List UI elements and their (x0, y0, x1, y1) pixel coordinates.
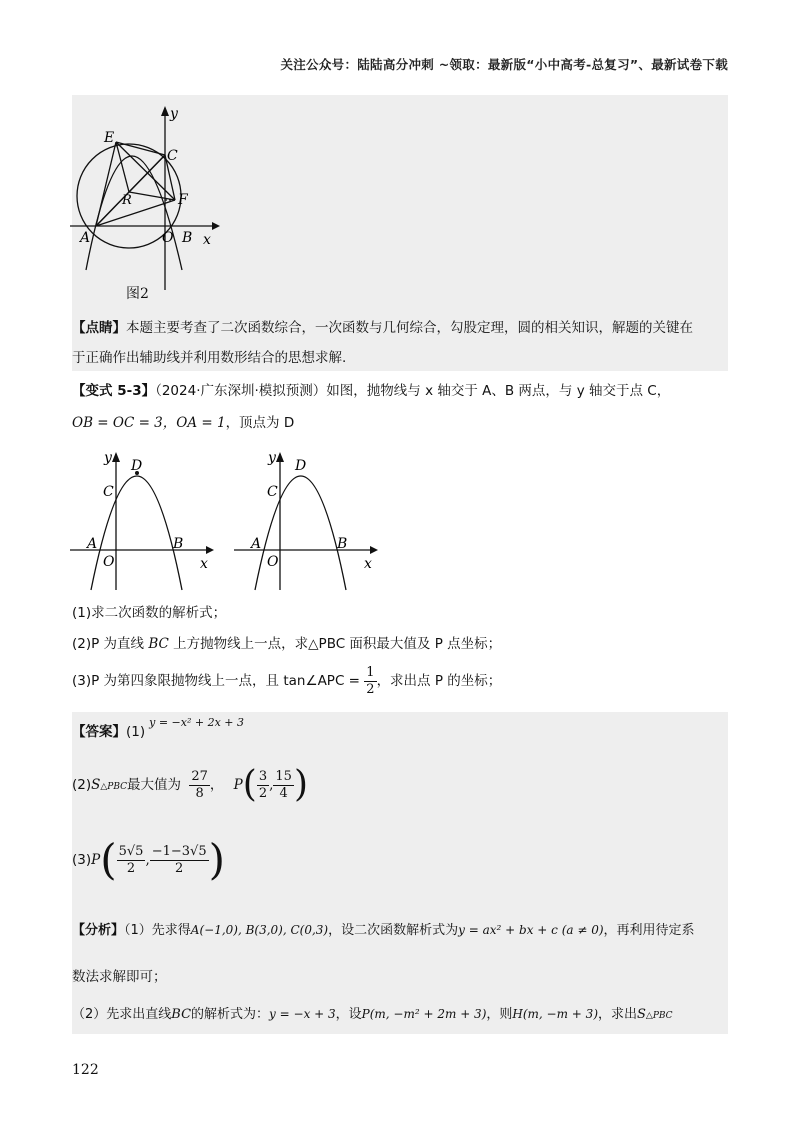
problem-condition: OB = OC = 3，OA = 1 (72, 415, 226, 431)
page-header: 关注公众号：陆陆高分冲刺 ~领取：最新版“小中高考-总复习”、最新试卷下载 (280, 57, 728, 72)
figure-2 (70, 100, 230, 300)
answer-1-prefix: (1) (126, 724, 146, 740)
q2-part-a: (2)P 为直线 (72, 636, 149, 652)
analysis-3c: 的解析式为： (191, 1007, 270, 1022)
analysis-3b: BC (171, 1007, 192, 1022)
analysis-1a: （1）先求得 (124, 923, 191, 938)
analysis-point-p: P(m, −m² + 2m + 3) (361, 1007, 487, 1021)
fig2-label-r: R (122, 193, 132, 208)
graph-right-label-o: O (267, 554, 279, 570)
dianjing-line-2: 于正确作出辅助线并利用数形结合的思想求解. (72, 350, 347, 366)
graph-left (70, 448, 220, 593)
analysis-points: A(−1,0), B(3,0), C(0,3) (190, 923, 329, 937)
analysis-3g: ，则 (486, 1007, 513, 1022)
graph-right-label-x: x (364, 556, 372, 572)
answer-2-sub: △PBC (100, 782, 128, 792)
analysis-line-1 (72, 920, 695, 941)
answer-2-max-num: 27 (191, 768, 208, 784)
problem-text-1: （2024·广东深圳·模拟预测）如图，抛物线与 x 轴交于 A、B 两点，与 y 轴交于点 C， (155, 383, 671, 399)
analysis-1c: ，设二次函数解析式为 (328, 923, 459, 938)
graph-left-label-c: C (103, 484, 114, 500)
fig2-label-b: B (182, 230, 193, 246)
answer-2-text: 最大值为 (127, 777, 182, 793)
graph-left-label-x: x (200, 556, 208, 572)
answer-1 (72, 716, 244, 743)
answer-2-py (273, 769, 294, 802)
q3-part-a: (3)P 为第四象限抛物线上一点，且 tan∠APC = (72, 673, 365, 689)
graph-left-label-a: A (87, 536, 98, 552)
answer-2-px-den: 2 (258, 785, 268, 801)
graph-left-label-d: D (131, 458, 143, 474)
graph-right-label-b: B (337, 536, 348, 552)
analysis-line-3 (72, 1004, 673, 1026)
fig2-label-o: O (162, 230, 174, 246)
graph-right-label-d: D (295, 458, 307, 474)
graph-left-label-b: B (173, 536, 184, 552)
analysis-3a: （2）先求出直线 (72, 1007, 172, 1022)
problem-line-1 (72, 381, 670, 401)
fig2-caption: 图2 (126, 286, 149, 302)
fig2-label-c: C (167, 148, 178, 164)
answer-3-p: P (91, 852, 101, 868)
answer-3-px (117, 844, 146, 877)
answer-2-px (257, 769, 269, 802)
graph-right-label-a: A (251, 536, 262, 552)
answer-2-s: S (91, 777, 101, 793)
answer-3-py (150, 844, 209, 877)
dianjing-line-1 (72, 318, 693, 338)
q3-part-b: ，求出点 P 的坐标； (376, 673, 502, 689)
answer-2-comma: ， (209, 777, 224, 793)
analysis-line-2: 数法求解即可； (72, 969, 167, 985)
fig2-label-x: x (203, 232, 211, 248)
q3-frac-den: 2 (366, 681, 375, 697)
fig2-label-y: y (170, 106, 178, 122)
q2-part-c: 上方抛物线上一点，求△PBC 面积最大值及 P 点坐标； (168, 636, 502, 652)
answer-2-p: P (233, 777, 243, 793)
analysis-tag: 【分析】 (72, 923, 125, 938)
graph-left-label-y: y (104, 450, 112, 466)
answer-2-max-frac (189, 769, 210, 802)
analysis-1e: ，再利用待定系 (603, 923, 695, 938)
graph-left-label-o: O (103, 554, 115, 570)
answer-2-py-den: 4 (279, 785, 288, 801)
question-2 (72, 634, 501, 654)
graph-right (234, 448, 384, 593)
answer-3-px-num: 5√5 (118, 843, 144, 859)
answer-3: (3)P( $\frac{5√5}{2}$ , $\frac{-1-3√5}{2}$ ) (72, 835, 226, 884)
answer-1-expr: y = −x² + 2x + 3 (149, 716, 244, 729)
fig2-label-f: F (178, 192, 188, 208)
answer-2-prefix: (2) (72, 777, 92, 793)
answer-2-py-num: 15 (275, 768, 292, 784)
fig2-label-e: E (104, 130, 115, 146)
q3-frac-num: 1 (366, 664, 375, 680)
question-3 (72, 664, 501, 698)
analysis-point-h: H(m, −m + 3) (512, 1007, 598, 1021)
answer-3-prefix: (3) (72, 852, 92, 868)
q2-line-bc: BC (148, 636, 169, 652)
q3-fraction (364, 665, 376, 698)
analysis-line-bc-eq: y = −x + 3 (269, 1007, 336, 1021)
answer-3-py-num: −1−3√5 (151, 843, 207, 859)
question-1: (1)求二次函数的解析式； (72, 605, 227, 621)
answer-tag: 【答案】 (72, 724, 126, 740)
analysis-3j: S (637, 1007, 646, 1022)
page-number: 122 (72, 1062, 99, 1078)
analysis-3i: ，求出 (598, 1007, 638, 1022)
answer-3-px-den: 2 (126, 860, 136, 876)
analysis-3e: ，设 (335, 1007, 362, 1022)
answer-3-py-den: 2 (175, 860, 184, 876)
answer-2: (2)S△PBC最大值为 $\frac{27}{8}$ ， P( $\frac{3}{2}$ , $\frac{15}{4}$ ) (72, 764, 308, 805)
problem-tag: 【变式 5-3】 (72, 383, 156, 399)
analysis-3k: △PBC (645, 1011, 673, 1021)
analysis-general-form: y = ax² + bx + c (a ≠ 0) (458, 923, 604, 937)
graph-right-label-c: C (267, 484, 278, 500)
problem-vertex: ，顶点为 D (225, 415, 295, 431)
answer-2-px-num: 3 (258, 768, 268, 784)
graph-right-label-y: y (268, 450, 276, 466)
answer-2-max-den: 8 (195, 785, 204, 801)
dianjing-tag: 【点睛】 (72, 320, 126, 336)
problem-line-2 (72, 413, 294, 433)
dianjing-text-1: 本题主要考查了二次函数综合，一次函数与几何综合，勾股定理，圆的相关知识，解题的关键在 (126, 320, 693, 336)
fig2-label-a: A (80, 230, 91, 246)
